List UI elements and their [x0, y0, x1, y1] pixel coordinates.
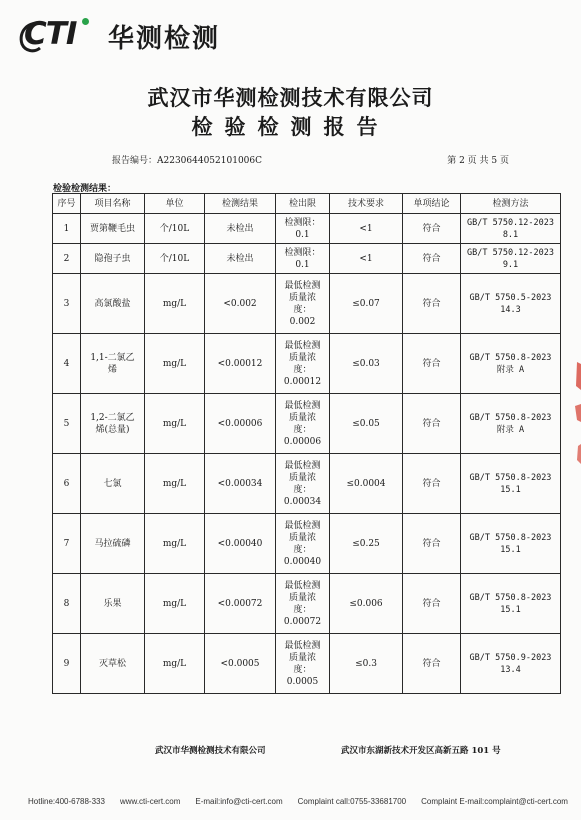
limit-line: 0.1	[295, 229, 310, 240]
cell-limit	[276, 634, 330, 694]
cti-logo-mark	[14, 16, 106, 56]
contact-bar	[28, 797, 568, 806]
method-line: 14.3	[500, 304, 521, 315]
cell-item: 马拉硫磷	[81, 514, 145, 574]
limit-line: 0.00034	[283, 496, 322, 507]
table-row	[53, 574, 561, 634]
cell-unit: mg/L	[145, 574, 205, 634]
cell-item: 乐果	[81, 574, 145, 634]
method-line: GB/T 5750.8-2023	[469, 412, 552, 423]
cell-no: 9	[53, 634, 81, 694]
limit-line: 最低检测	[284, 340, 321, 351]
method-line: GB/T 5750.9-2023	[469, 652, 552, 663]
cell-method	[461, 244, 561, 274]
footer-company: 武汉市华测检测技术有限公司	[155, 746, 266, 756]
cell-unit: 个/10L	[145, 244, 205, 274]
cell-unit: mg/L	[145, 634, 205, 694]
table-row	[53, 514, 561, 574]
email-link[interactable]: E-mail:info@cti-cert.com	[195, 797, 283, 806]
cell-result: <0.00072	[205, 574, 276, 634]
cell-requirement: <1	[330, 214, 403, 244]
cell-conclusion: 符合	[403, 334, 461, 394]
limit-line: 0.00012	[283, 376, 322, 387]
cell-limit	[276, 244, 330, 274]
limit-line: 度：	[293, 604, 312, 615]
company-title: 武汉市华测检测技术有限公司	[147, 86, 434, 110]
limit-line: 最低检测	[284, 580, 321, 591]
cell-item: 隐孢子虫	[81, 244, 145, 274]
cell-result: <0.002	[205, 274, 276, 334]
cell-item: 1,2-二氯乙烯(总量)	[81, 394, 145, 454]
method-line: 附录 A	[496, 364, 525, 375]
cell-requirement: ≤0.3	[330, 634, 403, 694]
cell-method	[461, 394, 561, 454]
limit-line: 最低检测	[284, 460, 321, 471]
cell-no: 5	[53, 394, 81, 454]
limit-line: 度：	[293, 424, 312, 435]
limit-line: 质量浓	[288, 532, 316, 543]
method-line: 8.1	[502, 229, 519, 240]
limit-line: 质量浓	[288, 292, 316, 303]
cell-item: 七氯	[81, 454, 145, 514]
limit-line: 检测限：	[284, 247, 321, 258]
cell-limit	[276, 574, 330, 634]
cell-no: 3	[53, 274, 81, 334]
cell-unit: mg/L	[145, 454, 205, 514]
cell-unit: mg/L	[145, 394, 205, 454]
table-row	[53, 394, 561, 454]
cell-unit: 个/10L	[145, 214, 205, 244]
method-line: GB/T 5750.12-2023	[467, 217, 554, 228]
cell-item: 高氯酸盐	[81, 274, 145, 334]
table-row	[53, 334, 561, 394]
limit-line: 最低检测	[284, 280, 321, 291]
complaint-call: Complaint call:0755-33681700	[297, 797, 407, 806]
cell-method	[461, 214, 561, 244]
cell-method	[461, 334, 561, 394]
method-line: GB/T 5750.5-2023	[469, 292, 552, 303]
limit-line: 度：	[293, 484, 312, 495]
cell-no: 6	[53, 454, 81, 514]
limit-line: 最低检测	[284, 640, 321, 651]
cell-result: 未检出	[205, 214, 276, 244]
cell-result: 未检出	[205, 244, 276, 274]
cell-item: 1,1-二氯乙烯	[81, 334, 145, 394]
section-label: 检验检测结果：	[53, 184, 117, 194]
limit-line: 最低检测	[284, 400, 321, 411]
cell-requirement: <1	[330, 244, 403, 274]
cell-no: 2	[53, 244, 81, 274]
limit-line: 检测限：	[284, 217, 321, 228]
cell-requirement: ≤0.006	[330, 574, 403, 634]
limit-line: 0.00072	[283, 616, 322, 627]
results-table	[52, 193, 561, 694]
limit-line: 质量浓	[288, 472, 316, 483]
header-item: 项目名称	[81, 194, 145, 214]
report-number: 报告编号：A2230644052101006C	[112, 156, 263, 166]
table-header-row	[53, 194, 561, 214]
cell-method	[461, 274, 561, 334]
cell-item: 灭草松	[81, 634, 145, 694]
limit-line: 度：	[293, 364, 312, 375]
header-limit: 检出限	[276, 194, 330, 214]
limit-line: 0.1	[295, 259, 310, 270]
header-no: 序号	[53, 194, 81, 214]
footer-address: 武汉市东湖新技术开发区高新五路 101 号	[341, 746, 501, 756]
limit-line: 质量浓	[288, 592, 316, 603]
cell-result: <0.00006	[205, 394, 276, 454]
table-row	[53, 274, 561, 334]
method-line: 15.1	[500, 484, 521, 495]
cell-result: <0.00012	[205, 334, 276, 394]
method-line: 9.1	[502, 259, 519, 270]
page-indicator: 第 2 页 共 5 页	[447, 156, 509, 166]
logo-text: CTI	[24, 16, 77, 52]
cell-method	[461, 454, 561, 514]
cell-requirement: ≤0.05	[330, 394, 403, 454]
limit-line: 0.00040	[283, 556, 322, 567]
method-line: GB/T 5750.8-2023	[469, 592, 552, 603]
cell-method	[461, 574, 561, 634]
cell-limit	[276, 514, 330, 574]
logo-dot-icon	[82, 18, 89, 25]
cell-unit: mg/L	[145, 334, 205, 394]
cell-method	[461, 514, 561, 574]
method-line: 15.1	[500, 544, 521, 555]
table-row	[53, 634, 561, 694]
cell-conclusion: 符合	[403, 394, 461, 454]
cell-unit: mg/L	[145, 514, 205, 574]
header-method: 检测方法	[461, 194, 561, 214]
limit-line: 0.002	[289, 316, 316, 327]
method-line: GB/T 5750.8-2023	[469, 532, 552, 543]
cell-requirement: ≤0.25	[330, 514, 403, 574]
cell-no: 7	[53, 514, 81, 574]
cell-requirement: ≤0.0004	[330, 454, 403, 514]
method-line: 附录 A	[496, 424, 525, 435]
limit-line: 质量浓	[288, 352, 316, 363]
cell-no: 1	[53, 214, 81, 244]
cell-result: <0.00040	[205, 514, 276, 574]
limit-line: 度：	[293, 304, 312, 315]
complaint-email-link[interactable]: Complaint E-mail:complaint@cti-cert.com	[421, 797, 568, 806]
cell-limit	[276, 214, 330, 244]
report-title: 检验检测报告	[191, 115, 390, 139]
method-line: GB/T 5750.12-2023	[467, 247, 554, 258]
table-row	[53, 214, 561, 244]
header-unit: 单位	[145, 194, 205, 214]
cell-limit	[276, 334, 330, 394]
cell-conclusion: 符合	[403, 454, 461, 514]
website-link[interactable]: www.cti-cert.com	[119, 797, 181, 806]
header-conclusion: 单项结论	[403, 194, 461, 214]
cell-item: 贾第鞭毛虫	[81, 214, 145, 244]
hotline: Hotline:400-6788-333	[28, 797, 105, 806]
limit-line: 度：	[293, 664, 312, 675]
stamp-edge	[569, 360, 581, 470]
cell-unit: mg/L	[145, 274, 205, 334]
cell-conclusion: 符合	[403, 574, 461, 634]
cell-conclusion: 符合	[403, 244, 461, 274]
header-requirement: 技术要求	[330, 194, 403, 214]
cell-limit	[276, 274, 330, 334]
method-line: GB/T 5750.8-2023	[469, 352, 552, 363]
logo-chinese-name: 华测检测	[108, 23, 221, 54]
cell-requirement: ≤0.07	[330, 274, 403, 334]
limit-line: 0.0005	[286, 676, 319, 687]
table-row	[53, 244, 561, 274]
cell-conclusion: 符合	[403, 514, 461, 574]
limit-line: 最低检测	[284, 520, 321, 531]
header-result: 检测结果	[205, 194, 276, 214]
table-row	[53, 454, 561, 514]
limit-line: 质量浓	[288, 412, 316, 423]
cell-requirement: ≤0.03	[330, 334, 403, 394]
method-line: 13.4	[500, 664, 521, 675]
method-line: GB/T 5750.8-2023	[469, 472, 552, 483]
method-line: 15.1	[500, 604, 521, 615]
cell-limit	[276, 394, 330, 454]
cell-conclusion: 符合	[403, 214, 461, 244]
cell-conclusion: 符合	[403, 634, 461, 694]
cell-no: 8	[53, 574, 81, 634]
cell-limit	[276, 454, 330, 514]
cell-result: <0.0005	[205, 634, 276, 694]
company-logo	[14, 16, 220, 56]
cell-no: 4	[53, 334, 81, 394]
limit-line: 质量浓	[288, 652, 316, 663]
cell-conclusion: 符合	[403, 274, 461, 334]
cell-result: <0.00034	[205, 454, 276, 514]
limit-line: 0.00006	[283, 436, 322, 447]
cell-method	[461, 634, 561, 694]
limit-line: 度：	[293, 544, 312, 555]
